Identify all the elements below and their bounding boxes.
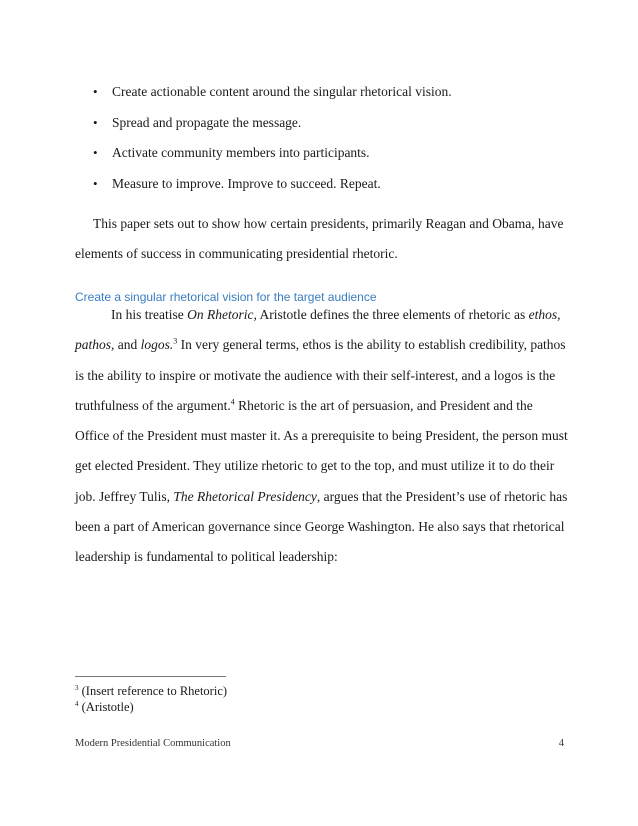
body-line-8: been a part of American governance since George Washington. He also says that rhetorical bbox=[75, 519, 565, 534]
list-item bbox=[93, 144, 452, 162]
bullet-icon: • bbox=[93, 175, 98, 191]
intro-line-2: elements of success in communicating presidential rhetoric. bbox=[75, 246, 398, 261]
page-number: 4 bbox=[558, 738, 564, 749]
section-heading: Create a singular rhetorical vision for the target audience bbox=[75, 290, 377, 304]
body-line-9: leadership is fundamental to political leadership: bbox=[75, 549, 338, 564]
body-line-1: In his treatise On Rhetoric, Aristotle defines the three elements of rhetoric as ethos, bbox=[111, 307, 561, 322]
list-item bbox=[93, 175, 452, 193]
bullet-text: Spread and propagate the message. bbox=[112, 114, 302, 130]
bullet-text: Measure to improve. Improve to succeed. Repeat. bbox=[112, 175, 381, 191]
footer-title: Modern Presidential Communication bbox=[75, 738, 231, 749]
footnote-ref[interactable]: 3 bbox=[173, 336, 178, 346]
bullet-icon: • bbox=[93, 84, 98, 99]
body-line-2: pathos, and logos.$^3$ In very general terms, ethos is the ability to establish credibility, pathos bbox=[75, 336, 566, 352]
list-item bbox=[93, 114, 452, 132]
footnote-3: $^3$ (Insert reference to Rhetoric) bbox=[75, 683, 228, 698]
bullet-icon: • bbox=[93, 114, 98, 130]
body-line-4: truthfulness of the argument.$^4$ Rhetoric is the art of persuasion, and President and the bbox=[75, 397, 533, 413]
page-footer bbox=[75, 737, 564, 751]
intro-line-1: This paper sets out to show how certain presidents, primarily Reagan and Obama, have bbox=[93, 216, 564, 231]
body-line-6: get elected President. They utilize rhetoric to get to the top, and must utilize it to do their bbox=[75, 458, 555, 473]
body-line-3: is the ability to inspire or motivate the audience with their self-interest, and a logos is the bbox=[75, 368, 556, 383]
footnote-4: $^4$ (Aristotle) bbox=[75, 699, 134, 714]
body-line-7: job. Jeffrey Tulis, The Rhetorical Presidency, argues that the President’s use of rhetoric has bbox=[75, 489, 568, 504]
bullet-list bbox=[93, 83, 452, 205]
bullet-text: Activate community members into participants. bbox=[112, 145, 370, 160]
footnote-ref[interactable]: 4 bbox=[230, 397, 235, 407]
list-item bbox=[93, 83, 452, 101]
bullet-text: Create actionable content around the singular rhetorical vision. bbox=[112, 84, 452, 99]
bullet-icon: • bbox=[93, 145, 98, 160]
body-line-5: Office of the President must master it. As a prerequisite to being President, the person must bbox=[75, 428, 568, 443]
footnote-divider bbox=[75, 676, 226, 677]
